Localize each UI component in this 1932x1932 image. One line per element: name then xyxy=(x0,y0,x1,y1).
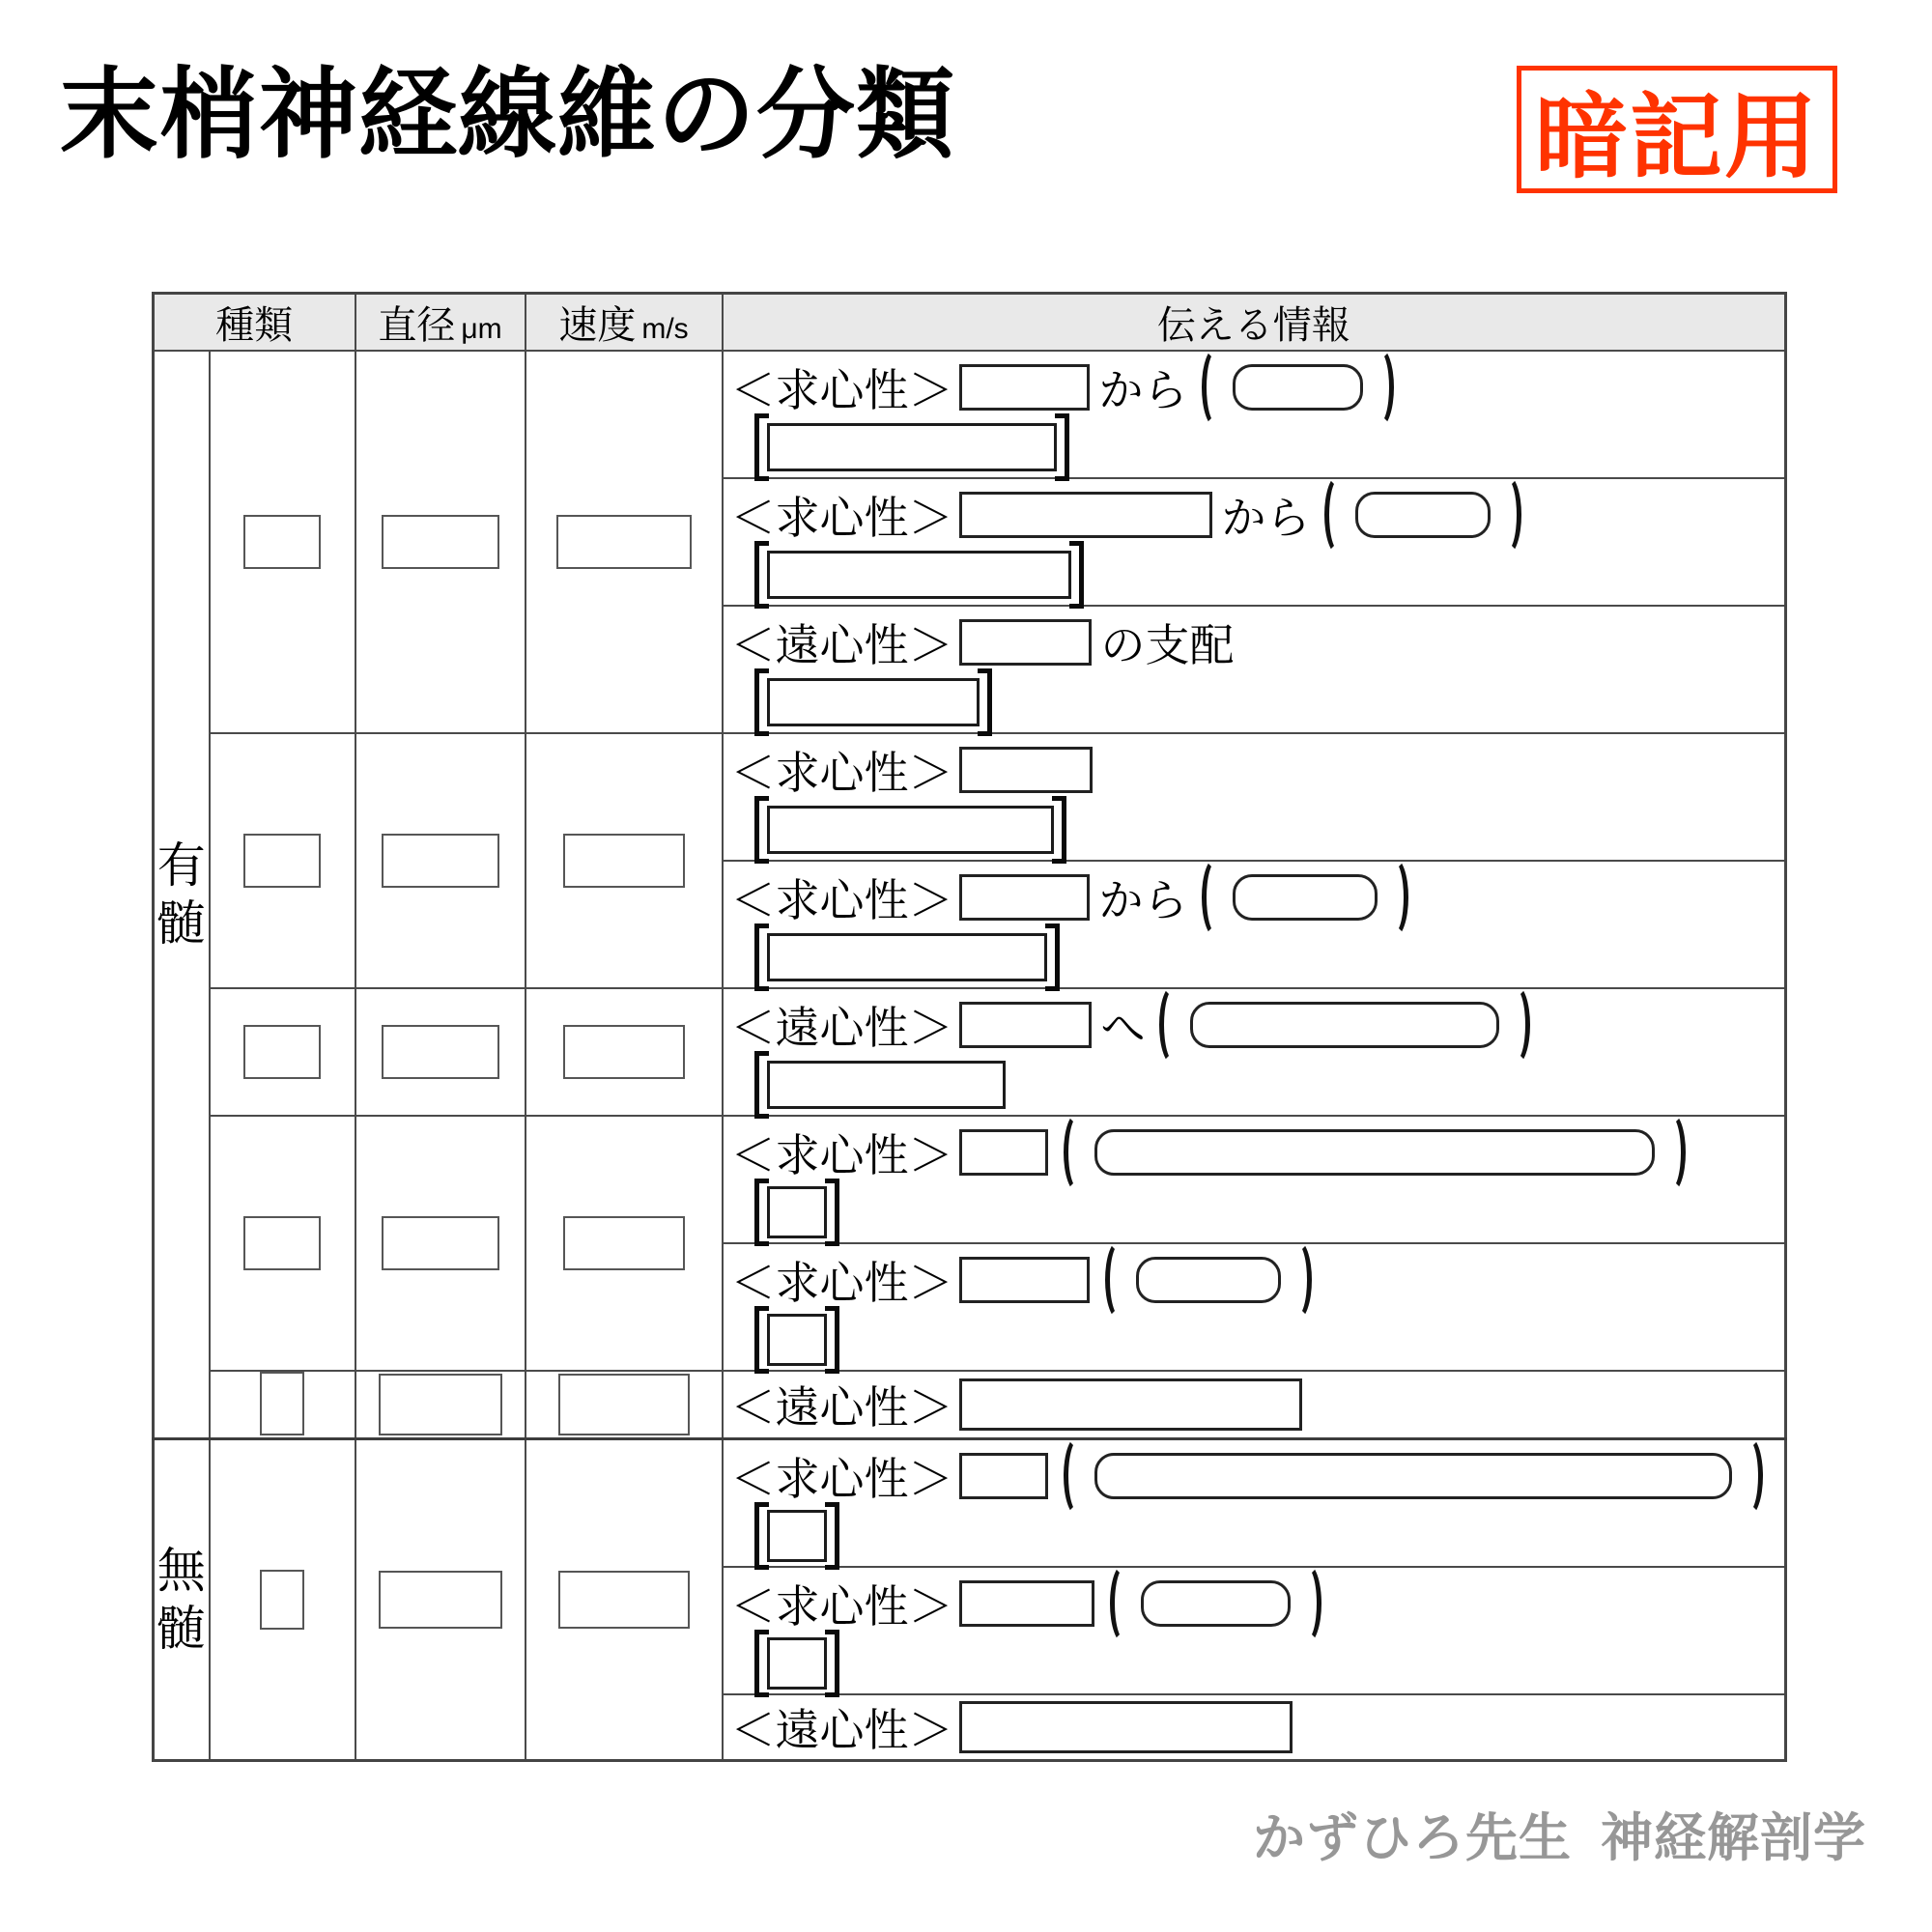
bracket-blank-box xyxy=(767,1061,1006,1109)
bracket-blank-box xyxy=(767,423,1057,471)
diameter-cell xyxy=(355,1371,526,1439)
open-paren-icon xyxy=(1202,347,1231,428)
close-bracket-icon xyxy=(1055,413,1069,481)
answer-blank-box xyxy=(959,747,1093,793)
group-cell-myelinated xyxy=(154,351,210,1439)
group-cell-unmyelinated xyxy=(154,1439,210,1761)
type-cell xyxy=(210,1371,355,1439)
open-paren-icon xyxy=(1064,1435,1093,1517)
speed-blank-box xyxy=(563,834,685,888)
open-paren-icon xyxy=(1159,984,1188,1065)
bracket-blank-box xyxy=(767,1637,827,1690)
paren-blank-box xyxy=(1094,1453,1732,1499)
classification-table xyxy=(152,292,1787,1762)
direction-label: ＜遠心性＞ xyxy=(730,620,953,670)
table-row xyxy=(154,351,1786,478)
open-paren-icon xyxy=(1105,1239,1134,1321)
speed-blank-box xyxy=(556,515,692,569)
type-blank-box xyxy=(243,1216,321,1270)
type-blank-box xyxy=(260,1372,304,1435)
direction-label: ＜求心性＞ xyxy=(730,1581,953,1632)
table-row xyxy=(154,733,1786,861)
connector-text: から xyxy=(1098,365,1188,415)
answer-blank-box xyxy=(959,1378,1302,1431)
close-bracket-icon xyxy=(1052,796,1066,864)
info-cell xyxy=(723,1371,1786,1439)
table-row xyxy=(154,988,1786,1116)
diameter-cell xyxy=(355,351,526,733)
direction-label: ＜求心性＞ xyxy=(730,1454,953,1504)
speed-cell xyxy=(526,351,723,733)
bracket-blank-box xyxy=(767,1186,827,1238)
info-cell xyxy=(723,1116,1786,1243)
answer-blank-box xyxy=(959,1701,1293,1753)
speed-blank-box xyxy=(563,1216,685,1270)
info-cell xyxy=(723,733,1786,861)
connector-text: から xyxy=(1221,493,1311,543)
bracket-blank-box xyxy=(767,551,1071,599)
info-cell xyxy=(723,1567,1786,1694)
type-blank-box xyxy=(243,1025,321,1079)
table-row xyxy=(154,1439,1786,1568)
diameter-blank-box xyxy=(379,1374,502,1435)
info-cell xyxy=(723,988,1786,1116)
open-paren-icon xyxy=(1324,474,1353,555)
direction-label: ＜求心性＞ xyxy=(730,748,953,798)
close-bracket-icon xyxy=(825,1179,839,1246)
column-header-type: 種類 xyxy=(154,294,355,352)
type-blank-box xyxy=(243,834,321,888)
diameter-cell xyxy=(355,733,526,988)
direction-label: ＜遠心性＞ xyxy=(730,1003,953,1053)
bracket-blank-box xyxy=(767,1314,827,1366)
column-header-diameter: 直径 μm xyxy=(355,294,526,352)
direction-label: ＜求心性＞ xyxy=(730,875,953,925)
info-cell xyxy=(723,478,1786,606)
memorization-badge: 暗記用 xyxy=(1517,66,1837,193)
answer-blank-box xyxy=(959,1257,1090,1303)
close-bracket-icon xyxy=(825,1502,839,1570)
type-cell xyxy=(210,1116,355,1371)
table-row xyxy=(154,1371,1786,1439)
direction-label: ＜求心性＞ xyxy=(730,493,953,543)
answer-blank-box xyxy=(959,1129,1048,1176)
open-paren-icon xyxy=(1202,857,1231,938)
table-header-row xyxy=(154,294,1786,352)
type-cell xyxy=(210,988,355,1116)
answer-blank-box xyxy=(959,1580,1094,1627)
diameter-blank-box xyxy=(382,515,499,569)
direction-label: ＜求心性＞ xyxy=(730,1130,953,1180)
diameter-cell xyxy=(355,1116,526,1371)
bracket-blank-box xyxy=(767,933,1047,981)
direction-label: ＜遠心性＞ xyxy=(730,1705,953,1755)
info-cell xyxy=(723,1243,1786,1371)
connector-text: へ xyxy=(1100,1003,1146,1053)
type-cell xyxy=(210,351,355,733)
paren-blank-box xyxy=(1233,874,1378,921)
diameter-cell xyxy=(355,988,526,1116)
type-blank-box xyxy=(260,1570,304,1630)
close-bracket-icon xyxy=(825,1306,839,1374)
close-paren-icon xyxy=(1734,1435,1763,1517)
table-row xyxy=(154,1116,1786,1243)
bracket-blank-box xyxy=(767,806,1054,854)
diameter-blank-box xyxy=(382,1025,499,1079)
close-paren-icon xyxy=(1657,1112,1686,1193)
speed-cell xyxy=(526,1116,723,1371)
answer-blank-box xyxy=(959,874,1090,921)
group-label-myelinated: 有髄 xyxy=(156,838,206,951)
type-blank-box xyxy=(243,515,321,569)
answer-blank-box xyxy=(959,619,1092,666)
info-cell xyxy=(723,1694,1786,1761)
close-bracket-icon xyxy=(825,1630,839,1697)
answer-blank-box xyxy=(959,364,1090,411)
speed-cell xyxy=(526,733,723,988)
paren-blank-box xyxy=(1233,364,1363,411)
column-header-info: 伝える情報 xyxy=(723,294,1786,352)
speed-blank-box xyxy=(558,1374,690,1435)
type-cell xyxy=(210,1439,355,1761)
close-paren-icon xyxy=(1501,984,1530,1065)
diameter-blank-box xyxy=(382,1216,499,1270)
close-bracket-icon xyxy=(978,668,992,736)
paren-blank-box xyxy=(1355,492,1491,538)
direction-label: ＜遠心性＞ xyxy=(730,1382,953,1433)
paren-blank-box xyxy=(1190,1002,1499,1048)
answer-blank-box xyxy=(959,1002,1092,1048)
group-label-unmyelinated: 無髄 xyxy=(156,1544,206,1656)
open-paren-icon xyxy=(1064,1112,1093,1193)
type-cell xyxy=(210,733,355,988)
direction-label: ＜求心性＞ xyxy=(730,1258,953,1308)
speed-cell xyxy=(526,1371,723,1439)
column-header-speed: 速度 m/s xyxy=(526,294,723,352)
paren-blank-box xyxy=(1136,1257,1281,1303)
answer-blank-box xyxy=(959,492,1212,538)
connector-text: から xyxy=(1098,875,1188,925)
close-bracket-icon xyxy=(1045,923,1060,991)
bracket-blank-box xyxy=(767,1510,827,1562)
info-cell xyxy=(723,606,1786,733)
page-title: 末梢神経線維の分類 xyxy=(60,60,955,170)
info-cell xyxy=(723,1439,1786,1568)
close-paren-icon xyxy=(1283,1239,1312,1321)
diameter-blank-box xyxy=(382,834,499,888)
speed-blank-box xyxy=(558,1571,690,1629)
answer-blank-box xyxy=(959,1453,1048,1499)
speed-cell xyxy=(526,988,723,1116)
open-paren-icon xyxy=(1110,1563,1139,1644)
info-cell xyxy=(723,351,1786,478)
connector-text: の支配 xyxy=(1100,620,1235,670)
speed-blank-box xyxy=(563,1025,685,1079)
bracket-blank-box xyxy=(767,678,980,726)
direction-label: ＜求心性＞ xyxy=(730,365,953,415)
close-paren-icon xyxy=(1492,474,1521,555)
close-paren-icon xyxy=(1365,347,1394,428)
footer-credit: かずひろ先生 神経解剖学 xyxy=(1252,1809,1866,1867)
info-cell xyxy=(723,861,1786,988)
diameter-blank-box xyxy=(379,1571,502,1629)
close-bracket-icon xyxy=(1069,541,1084,609)
speed-cell xyxy=(526,1439,723,1761)
close-paren-icon xyxy=(1293,1563,1321,1644)
paren-blank-box xyxy=(1141,1580,1291,1627)
close-paren-icon xyxy=(1379,857,1408,938)
diameter-cell xyxy=(355,1439,526,1761)
paren-blank-box xyxy=(1094,1129,1655,1176)
